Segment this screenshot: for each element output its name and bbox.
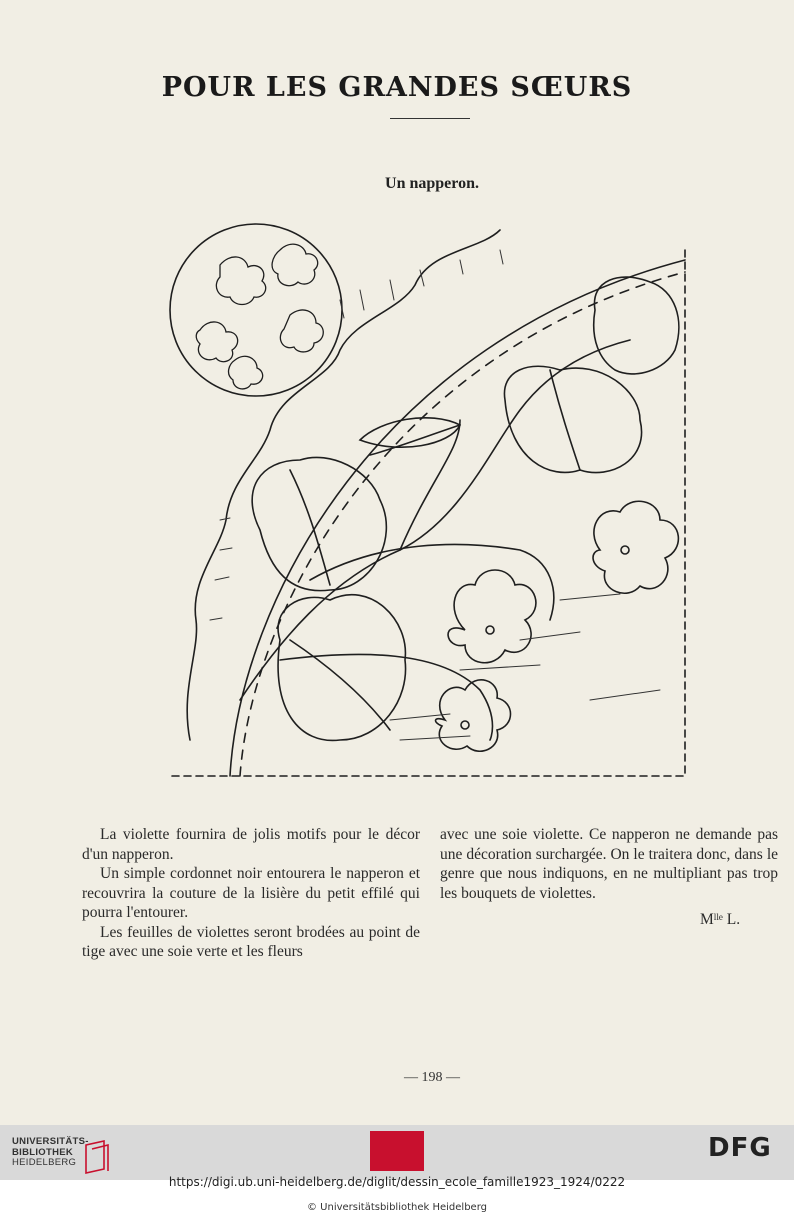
paragraph: Les feuilles de violettes seront brodées au point de tige avec une soie verte et les fleurs [82,923,420,960]
signature: Mˡˡᵉ L. [700,911,741,928]
page-number: — 198 — [404,1070,460,1085]
footer-logo-band [0,1125,794,1180]
library-emblem-icon [82,1139,112,1175]
left-text-column [82,825,420,962]
article-subtitle: Un napperon. [385,175,479,192]
dfg-logo[interactable]: DFG [708,1133,772,1163]
title-divider [390,118,470,119]
copyright-notice: © Universitätsbibliothek Heidelberg [306,1202,487,1213]
permalink[interactable]: https://digi.ub.uni-heidelberg.de/diglit/dessin_ecole_famille1923_1924/0222 [168,1175,626,1189]
library-name-line: HEIDELBERG [12,1157,77,1168]
library-logo[interactable] [12,1137,122,1173]
viewer-footer [0,1125,794,1221]
doily-illustration [160,220,696,782]
right-text-column [440,825,778,903]
collection-logo-icon[interactable] [370,1131,424,1171]
library-name-line: UNIVERSITÄTS- [12,1136,89,1147]
paragraph: La violette fournira de jolis motifs pour le décor d'un napperon. [82,826,420,863]
page-title: POUR LES GRANDES SŒURS [161,72,633,103]
paragraph: Un simple cordonnet noir entourera le napperon et recouvrira la couture de la lisière du petit effilé qui pourra l'entourer. [82,865,420,921]
paragraph: avec une soie violette. Ce napperon ne demande pas une décoration surchargée. On le traitera donc, dans le genre que nous indiquons, en ne multipliant pas trop les bouquets de violettes. [440,826,778,902]
library-name-line: BIBLIOTHEK [12,1146,74,1158]
